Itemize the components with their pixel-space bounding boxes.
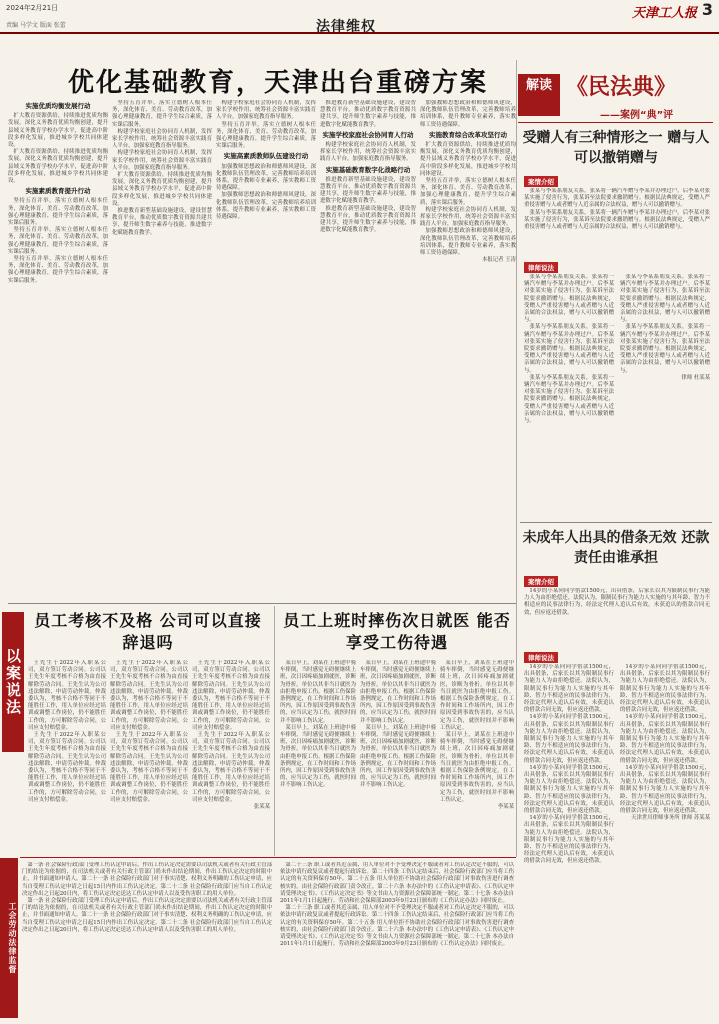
article-paragraph: 构建学校家庭社会协同育人机制，发挥家长学校作用，统筹社会资源丰富实践育人平台，加强家庭教育指导服务。 (112, 128, 212, 150)
story-paragraph: 张某与李某系朋友关系，张某将一辆汽车赠与李某并办理过户。后李某对张某实施了侵害行为，张某诉至法院要求撤销赠与。根据民法典规定，受赠人严重侵害赠与人或者赠与人近亲属的合法权益，赠与人可以撤销赠与。 (524, 188, 710, 209)
story2-law-col-2 (620, 664, 710, 1018)
jiedu-label: 解读 (518, 74, 560, 116)
mid-story2-col-1 (280, 660, 356, 854)
law-paragraph: 第二十三条 职工或者其近亲属、用人单位对不予受理决定不服或者对工伤认定决定不服的，可以依法申请行政复议或者提起行政诉讼。第二十四条 工伤认定结束后，社会保险行政部门应当将工伤认定的有关资料保存50年。第二十五条 用人单位拒不协助社会保险行政部门对事故伤害进行调查核实的，由社会保险行政部门责令改正。第二十六条 本办法中的《工伤认定申请表》、《工伤认定申请受理决定书》、《工伤认定决定书》等文书由人力资源社会保障部统一制定。第二十七条 本办法自2011年1月1日起施行。劳动和社会保障部2003年9月23日颁布的《工伤认定办法》同时废止。 (280, 862, 514, 905)
header-rule (518, 122, 713, 123)
mid-story1-col-1 (28, 660, 106, 854)
story-paragraph: 张某与李某系朋友关系，张某将一辆汽车赠与李某并办理过户。后李某对张某实施了侵害行为，张某诉至法院要求撤销赠与。根据民法典规定，受赠人严重侵害赠与人或者赠与人近亲属的合法权益，赠与人可以撤销赠与。 (524, 209, 710, 231)
article-paragraph: 加强教师思想政治和师德师风建设，深化教师队伍管理改革，完善教师培养培训体系，提升教师专业素养，落实教师工资待遇保障。 (420, 100, 516, 128)
article-paragraph: 推进教育新型基础设施建设，建设智慧教育平台，推动优质数字教育资源共建共享，提升师生数字素养与技能，推进数字化赋能教育教学。 (320, 100, 416, 128)
article-paragraph: 坚持五育并举，落实立德树人根本任务，深化体育、美育、劳动教育改革，加强心理健康教育，提升学生综合素质，落实课后服务。 (420, 178, 516, 206)
issue-date: 2024年2月21日 (6, 4, 59, 12)
lawyer-tag: 律师说法 (524, 262, 558, 273)
story-paragraph: 某日早上，刘某在上班途中骑车摔倒，当时感觉无碍便继续上班，次日因疼痛加剧就医，诊断为骨折。单位以其非当日就医为由拒绝申报工伤。根据工伤保险条例规定，在工作时间和工作场所内，因工作原因受到事故伤害的，应当认定为工伤，就医时间并不影响工伤认定。 (360, 660, 436, 724)
story-paragraph: 14岁的小某向同学借款1500元，出具借条，后家长以其为限制民事行为能力人为由拒绝偿还。法院认为，限制民事行为能力人实施的与其年龄、智力不相适应的民事法律行为，经法定代理人追认后有效，未获追认的借款合同无效，但应返还借款。 (524, 764, 614, 815)
column-divider (274, 606, 275, 856)
law-text-right (280, 862, 514, 1018)
article-paragraph: 扩大教育资源供给，持续推进优质均衡发展，深化义务教育优质均衡创建，提升县域义务教育学校办学水平，促进高中阶段多样化发展，推进城乡学校共同体建设。 (420, 142, 516, 177)
subhead-1: 实施优质均衡发展行动 (25, 102, 91, 110)
story-paragraph: 14岁的小某向同学借款1500元，出具借条，后家长以其为限制民事行为能力人为由拒绝偿还。法院认为，限制民事行为能力人实施的与其年龄、智力不相适应的民事法律行为，经法定代理人追认后有效，未获追认的借款合同无效，但应返还借款。 (620, 664, 710, 714)
story1-law-col-2 (620, 274, 710, 514)
case-tag: 案情介绍 (524, 176, 558, 187)
article-paragraph: 坚持五育并举，落实立德树人根本任务，深化体育、美育、劳动教育改革，加强心理健康教育，提升学生综合素质，落实课后服务。 (8, 227, 108, 255)
article-paragraph: 扩大教育资源供给，持续推进优质均衡发展，深化义务教育优质均衡创建，提升县域义务教育学校办学水平，促进高中阶段多样化发展，推进城乡学校共同体建设。 (112, 172, 212, 207)
subhead-3: 实施学校家庭社会协同育人行动 (322, 130, 414, 139)
page-header (0, 0, 719, 34)
newspaper-logo: 天津工人报 (631, 6, 697, 21)
article-paragraph: 坚持五育并举，落实立德树人根本任务，深化体育、美育、劳动教育改革，加强心理健康教育，提升学生综合素质，落实课后服务。 (8, 256, 108, 284)
law-paragraph: 第一条 社会保险行政部门受理工伤认定申请后，作出工伤认定决定需要以司法机关或者有关行政主管部门的结论为依据的，在司法机关或者有关行政主管部门尚未作出结论期间，作出工伤认定决定的时限中止，并书面通知申请人。第二十一条 社会保险行政部门对于事实清楚、权利义务明确的工伤认定申请，应当自受理工伤认定申请之日起15日内作出工伤认定决定。第二十二条 社会保险行政部门应当自工伤认定决定作出之日起20日内，将工伤认定决定送达工伤认定申请人以及受伤害职工的用人单位。 (22, 862, 272, 897)
story-paragraph: 某日早上，刘某在上班途中骑车摔倒，当时感觉无碍便继续上班，次日因疼痛加剧就医，诊断为骨折。单位以其非当日就医为由拒绝申报工伤。根据工伤保险条例规定，在工作时间和工作场所内，因工作原因受到事故伤害的，应当认定为工伤，就医时间并不影响工伤认定。 (360, 724, 436, 789)
mid-story2-title[interactable]: 员工上班时摔伤次日就医 能否享受工伤待遇 (283, 611, 511, 652)
article-paragraph: 构建学校家庭社会协同育人机制，发挥家长学校作用，统筹社会资源丰富实践育人平台，加强家庭教育指导服务。 (320, 142, 416, 163)
law-paragraph: 第一条 社会保险行政部门受理工伤认定申请后，作出工伤认定决定需要以司法机关或者有关行政主管部门的结论为依据的，在司法机关或者有关行政主管部门尚未作出结论期间，作出工伤认定决定的时限中止，并书面通知申请人。第二十一条 社会保险行政部门对于事实清楚、权利义务明确的工伤认定申请，应当自受理工伤认定申请之日起15日内作出工伤认定决定。第二十二条 社会保险行政部门应当自工伤认定决定作出之日起20日内，将工伤认定决定送达工伤认定申请人以及受伤害职工的用人单位。 (22, 898, 272, 933)
subhead-6: 实施教育综合改革攻坚行动 (429, 130, 507, 139)
story1-title[interactable]: 受赠人有三种情形之一 赠与人可以撤销赠与 (522, 130, 710, 166)
article-paragraph: 加强教师思想政治和师德师风建设，深化教师队伍管理改革，完善教师培养培训体系，提升教师专业素养，落实教师工资待遇保障。 (420, 228, 516, 257)
main-article-col-2 (112, 100, 212, 600)
story-paragraph: 14岁的小某向同学借款1500元，出具借条，后家长以其为限制民事行为能力人为由拒绝偿还。法院认为，限制民事行为能力人实施的与其年龄、智力不相适应的民事法律行为，经法定代理人追认后有效，未获追认的借款合同无效，但应返还借款。 (524, 664, 614, 714)
main-article-col-4 (320, 100, 416, 600)
story-paragraph: 14岁的小某向同学借款1500元，出具借条，后家长以其为限制民事行为能力人为由拒绝偿还。法院认为，限制民事行为能力人实施的与其年龄、智力不相适应的民事法律行为，经法定代理人追认后有效，未获追认的借款合同无效，但应返还借款。 (620, 714, 710, 764)
story-paragraph: 王先生于2022年入职某公司，双方签订劳动合同。公司以王先生年度考核不合格为由直接解除劳动合同。王先生认为公司违法解除，申请劳动仲裁。仲裁委认为，考核不合格不等同于不能胜任工作，用人单位应经过培训或调整工作岗位，仍不能胜任工作的，方可解除劳动合同，公司应支付赔偿金。 (28, 732, 106, 803)
story-paragraph: 王先生于2022年入职某公司，双方签订劳动合同。公司以王先生年度考核不合格为由直接解除劳动合同。王先生认为公司违法解除，申请劳动仲裁。仲裁委认为，考核不合格不等同于不能胜任工作，用人单位应经过培训或调整工作岗位，仍不能胜任工作的，方可解除劳动合同，公司应支付赔偿金。 (192, 660, 270, 731)
mid-story2-col-3 (440, 660, 514, 854)
mid-story2-col-2 (360, 660, 436, 854)
article-paragraph: 扩大教育资源供给，持续推进优质均衡发展，深化义务教育优质均衡创建，提升县域义务教育学校办学水平，促进高中阶段多样化发展，推进城乡学校共同体建设。 (8, 149, 108, 185)
story-paragraph: 张某与李某系朋友关系，张某将一辆汽车赠与李某并办理过户。后李某对张某实施了侵害行为，张某诉至法院要求撤销赠与。根据民法典规定，受赠人严重侵害赠与人或者赠与人近亲属的合法权益，赠与人可以撤销赠与。 (524, 374, 614, 425)
story-paragraph: 某日早上，刘某在上班途中骑车摔倒，当时感觉无碍便继续上班，次日因疼痛加剧就医，诊断为骨折。单位以其非当日就医为由拒绝申报工伤。根据工伤保险条例规定，在工作时间和工作场所内，因工作原因受到事故伤害的，应当认定为工伤，就医时间并不影响工伤认定。 (280, 660, 356, 724)
story1-case-text (524, 188, 710, 258)
story2-byline: 天津世川律师事务所 律师 苏某某 (631, 815, 710, 822)
column-divider (516, 60, 517, 605)
article-paragraph: 加强教师思想政治和师德师风建设，深化教师队伍管理改革，完善教师培养培训体系，提升教师专业素养，落实教师工资待遇保障。 (216, 163, 316, 192)
article-paragraph: 构建学校家庭社会协同育人机制，发挥家长学校作用，统筹社会资源丰富实践育人平台，加强家庭教育指导服务。 (420, 206, 516, 228)
story-paragraph: 王先生于2022年入职某公司，双方签订劳动合同。公司以王先生年度考核不合格为由直接解除劳动合同。王先生认为公司违法解除，申请劳动仲裁。仲裁委认为，考核不合格不等同于不能胜任工作，用人单位应经过培训或调整工作岗位，仍不能胜任工作的，方可解除劳动合同，公司应支付赔偿金。 (110, 660, 188, 731)
section-title: 法律维权 (316, 19, 376, 35)
law-box-rule (20, 857, 516, 858)
story1-law-col-1 (524, 274, 614, 514)
article-paragraph: 推进教育新型基础设施建设，建设智慧教育平台，推动优质数字教育资源共建共享，提升师生数字素养与技能，推进数字化赋能教育教学。 (112, 208, 212, 236)
story-paragraph: 14岁的小某向同学借款1500元，出具借条，后家长以其为限制民事行为能力人为由拒绝偿还。法院认为，限制民事行为能力人实施的与其年龄、智力不相适应的民事法律行为，经法定代理人追认后有效，未获追认的借款合同无效，但应返还借款。 (620, 764, 710, 815)
main-article-col-3 (216, 100, 316, 600)
story-paragraph: 14岁的小某向同学借款1500元，出具借条，后家长以其为限制民事行为能力人为由拒绝偿还。法院认为，限制民事行为能力人实施的与其年龄、智力不相适应的民事法律行为，经法定代理人追认后有效，未获追认的借款合同无效，但应返还借款。 (524, 714, 614, 764)
story-paragraph: 张某与李某系朋友关系，张某将一辆汽车赠与李某并办理过户。后李某对张某实施了侵害行为，张某诉至法院要求撤销赠与。根据民法典规定，受赠人严重侵害赠与人或者赠与人近亲属的合法权益，赠与人可以撤销赠与。 (524, 324, 614, 374)
story-paragraph: 14岁的小某向同学借款1500元，出具借条，后家长以其为限制民事行为能力人为由拒绝偿还。法院认为，限制民事行为能力人实施的与其年龄、智力不相适应的民事法律行为，经法定代理人追认后有效，未获追认的借款合同无效，但应返还借款。 (524, 815, 614, 865)
article-paragraph: 推进教育新型基础设施建设，建设智慧教育平台，推动优质数字教育资源共建共享，提升师生数字素养与技能，推进数字化赋能教育教学。 (320, 205, 416, 234)
article-paragraph: 构建学校家庭社会协同育人机制，发挥家长学校作用，统筹社会资源丰富实践育人平台，加强家庭教育指导服务。 (216, 100, 316, 121)
mid-story2-byline: 李某某 (497, 804, 514, 811)
story1-byline: 律师 杜某某 (681, 374, 710, 381)
story-paragraph: 14岁的小某向同学借款1500元，出具借条，后家长以其为限制民事行为能力人为由拒绝偿还。法院认为，限制民事行为能力人实施的与其年龄、智力不相适应的民事法律行为，经法定代理人追认后有效，未获追认的借款合同无效，但应返还借款。 (524, 588, 710, 616)
editor-credits: 责编 马学文 版面 张蕾 (6, 22, 66, 29)
jiedu-title: 《民法典》 (566, 74, 677, 100)
story-paragraph: 某日早上，刘某在上班途中骑车摔倒，当时感觉无碍便继续上班，次日因疼痛加剧就医，诊断为骨折。单位以其非当日就医为由拒绝申报工伤。根据工伤保险条例规定，在工作时间和工作场所内，因工作原因受到事故伤害的，应当认定为工伤，就医时间并不影响工伤认定。 (280, 724, 356, 789)
story-paragraph: 王先生于2022年入职某公司，双方签订劳动合同。公司以王先生年度考核不合格为由直接解除劳动合同。王先生认为公司违法解除，申请劳动仲裁。仲裁委认为，考核不合格不等同于不能胜任工作，用人单位应经过培训或调整工作岗位，仍不能胜任工作的，方可解除劳动合同，公司应支付赔偿金。 (192, 732, 270, 803)
union-supervision-label: 工会劳动法律监督 (0, 858, 18, 1018)
mid-story1-col-2 (110, 660, 188, 854)
main-article-col-5 (420, 100, 516, 600)
story-paragraph: 张某与李某系朋友关系，张某将一辆汽车赠与李某并办理过户。后李某对张某实施了侵害行为，张某诉至法院要求撤销赠与。根据民法典规定，受赠人严重侵害赠与人或者赠与人近亲属的合法权益，赠与人可以撤销赠与。 (524, 274, 614, 324)
story2-case-text (524, 588, 710, 648)
subhead-4: 实施基础教育数字化战略行动 (325, 165, 411, 174)
story2-title[interactable]: 未成年人出具的借条无效 还款责任由谁承担 (522, 530, 710, 566)
column-divider (516, 605, 517, 857)
subhead-5: 实施高素质教师队伍建设行动 (223, 152, 309, 161)
mid-story1-title[interactable]: 员工考核不及格 公司可以直接辞退吗 (34, 611, 262, 652)
story-paragraph: 张某与李某系朋友关系，张某将一辆汽车赠与李某并办理过户。后李某对张某实施了侵害行为，张某诉至法院要求撤销赠与。根据民法典规定，受赠人严重侵害赠与人或者赠与人近亲属的合法权益，赠与人可以撤销赠与。 (620, 324, 710, 374)
case-law-label: 以案说法 (2, 612, 24, 752)
story-paragraph: 某日早上，刘某在上班途中骑车摔倒，当时感觉无碍便继续上班，次日因疼痛加剧就医，诊断为骨折。单位以其非当日就医为由拒绝申报工伤。根据工伤保险条例规定，在工作时间和工作场所内，因工作原因受到事故伤害的，应当认定为工伤，就医时间并不影响工伤认定。 (440, 660, 514, 731)
lawyer-tag: 律师说法 (524, 652, 558, 663)
mid-story1-byline: 张某某 (253, 804, 270, 811)
article-byline: 本报记者 王涛 (481, 257, 516, 264)
article-paragraph: 坚持五育并举，落实立德树人根本任务，深化体育、美育、劳动教育改革，加强心理健康教育，提升学生综合素质，落实课后服务。 (112, 100, 212, 128)
article-paragraph: 坚持五育并举，落实立德树人根本任务，深化体育、美育、劳动教育改革，加强心理健康教育，提升学生综合素质，落实课后服务。 (8, 198, 108, 227)
story2-law-col-1 (524, 664, 614, 1018)
story-paragraph: 王先生于2022年入职某公司，双方签订劳动合同。公司以王先生年度考核不合格为由直接解除劳动合同。王先生认为公司违法解除，申请劳动仲裁。仲裁委认为，考核不合格不等同于不能胜任工作，用人单位应经过培训或调整工作岗位，仍不能胜任工作的，方可解除劳动合同，公司应支付赔偿金。 (110, 732, 188, 803)
section-divider (520, 522, 712, 523)
article-paragraph: 加强教师思想政治和师德师风建设，深化教师队伍管理改革，完善教师培养培训体系，提升教师专业素养，落实教师工资待遇保障。 (216, 192, 316, 221)
subhead-2: 实施素质教育提升行动 (25, 187, 91, 196)
article-paragraph: 坚持五育并举，落实立德树人根本任务，深化体育、美育、劳动教育改革，加强心理健康教育，提升学生综合素质，落实课后服务。 (216, 121, 316, 150)
page-number: 3 (701, 0, 713, 19)
case-tag: 案情介绍 (524, 576, 558, 587)
law-paragraph: 第二十三条 职工或者其近亲属、用人单位对不予受理决定不服或者对工伤认定决定不服的，可以依法申请行政复议或者提起行政诉讼。第二十四条 工伤认定结束后，社会保险行政部门应当将工伤认定的有关资料保存50年。第二十五条 用人单位拒不协助社会保险行政部门对事故伤害进行调查核实的，由社会保险行政部门责令改正。第二十六条 本办法中的《工伤认定申请表》、《工伤认定申请受理决定书》、《工伤认定决定书》等文书由人力资源社会保障部统一制定。第二十七条 本办法自2011年1月1日起施行。劳动和社会保障部2003年9月23日颁布的《工伤认定办法》同时废止。 (280, 905, 514, 948)
law-text-left (22, 862, 272, 1018)
section-divider (8, 603, 516, 604)
mid-story1-col-3 (192, 660, 270, 854)
article-paragraph: 推进教育新型基础设施建设，建设智慧教育平台，推动优质数字教育资源共建共享，提升师生数字素养与技能，推进数字化赋能教育教学。 (320, 176, 416, 205)
main-article-col-1 (8, 100, 108, 600)
story-paragraph: 某日早上，刘某在上班途中骑车摔倒，当时感觉无碍便继续上班，次日因疼痛加剧就医，诊断为骨折。单位以其非当日就医为由拒绝申报工伤。根据工伤保险条例规定，在工作时间和工作场所内，因工作原因受到事故伤害的，应当认定为工伤，就医时间并不影响工伤认定。 (440, 732, 514, 803)
story-paragraph: 张某与李某系朋友关系，张某将一辆汽车赠与李某并办理过户。后李某对张某实施了侵害行为，张某诉至法院要求撤销赠与。根据民法典规定，受赠人严重侵害赠与人或者赠与人近亲属的合法权益，赠与人可以撤销赠与。 (620, 274, 710, 324)
article-paragraph: 构建学校家庭社会协同育人机制，发挥家长学校作用，统筹社会资源丰富实践育人平台，加强家庭教育指导服务。 (112, 150, 212, 171)
article-paragraph: 扩大教育资源供给，持续推进优质均衡发展，深化义务教育优质均衡创建，提升县域义务教育学校办学水平，促进高中阶段多样化发展，推进城乡学校共同体建设。 (8, 113, 108, 149)
story-paragraph: 王先生于2022年入职某公司，双方签订劳动合同。公司以王先生年度考核不合格为由直接解除劳动合同。王先生认为公司违法解除，申请劳动仲裁。仲裁委认为，考核不合格不等同于不能胜任工作，用人单位应经过培训或调整工作岗位，仍不能胜任工作的，方可解除劳动合同，公司应支付赔偿金。 (28, 660, 106, 731)
jiedu-subtitle: ——案例“典”评 (600, 110, 674, 121)
main-headline[interactable]: 优化基础教育，天津出台重磅方案 (68, 68, 489, 98)
